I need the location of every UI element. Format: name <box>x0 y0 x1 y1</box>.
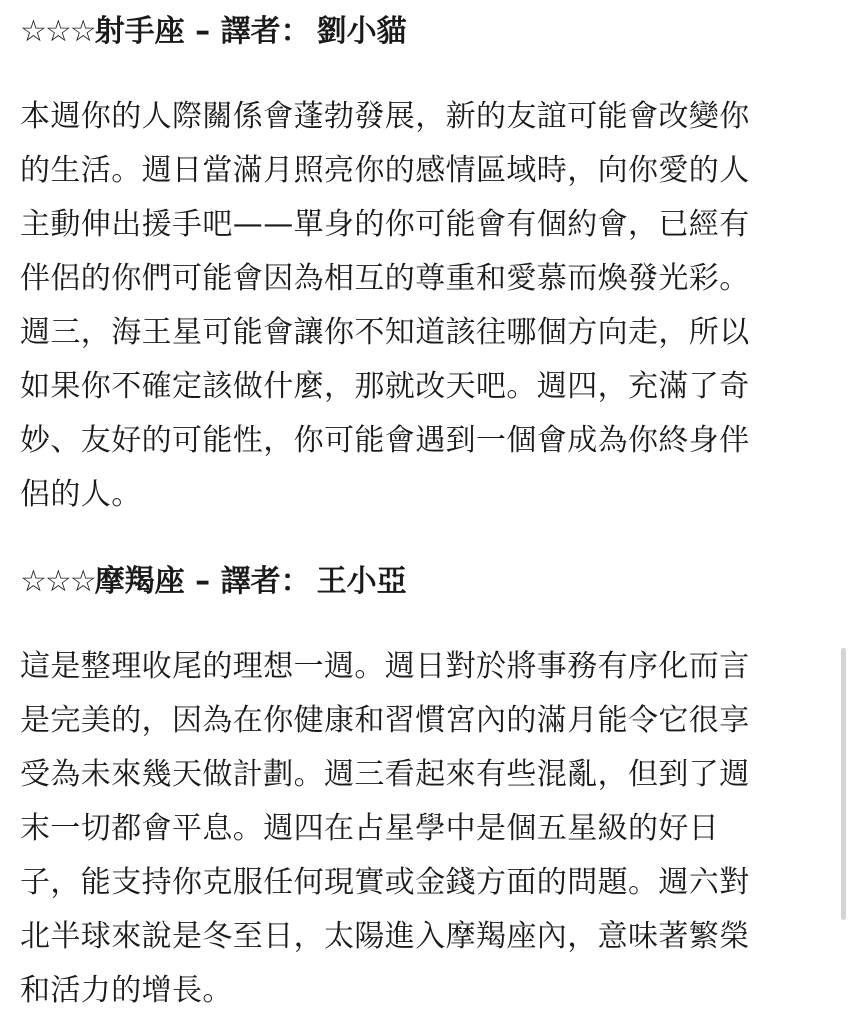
body-line: 末一切都會平息。週四在占星學中是個五星級的好日 <box>20 811 720 846</box>
body-line: 主動伸出援手吧——單身的你可能會有個約會，已經有 <box>20 207 750 242</box>
section-heading-capricorn <box>20 562 407 602</box>
body-line: 和活力的增長。 <box>20 973 233 1008</box>
sign-name: 射手座 <box>94 14 185 49</box>
translator-name: 劉小貓 <box>316 14 407 49</box>
sign-name: 摩羯座 <box>94 564 185 599</box>
body-line: 是完美的，因為在你健康和習慣宮內的滿月能令它很享 <box>20 703 750 738</box>
body-line: 侶的人。 <box>20 477 142 512</box>
body-line: 本週你的人際關係會蓬勃發展，新的友誼可能會改變你 <box>20 99 750 134</box>
body-line: 子，能支持你克服任何現實或金錢方面的問題。週六對 <box>20 865 750 900</box>
section-heading-sagittarius <box>20 12 407 52</box>
rating-stars: ☆☆☆ <box>20 14 95 49</box>
body-line: 受為未來幾天做計劃。週三看起來有些混亂，但到了週 <box>20 757 750 792</box>
section-body-sagittarius <box>20 90 832 522</box>
body-line: 這是整理收尾的理想一週。週日對於將事務有序化而言 <box>20 649 750 684</box>
body-line: 的生活。週日當滿月照亮你的感情區域時，向你愛的人 <box>20 153 750 188</box>
body-line: 伴侶的你們可能會因為相互的尊重和愛慕而煥發光彩。 <box>20 261 750 296</box>
scrollbar-thumb[interactable] <box>841 648 846 920</box>
body-line: 妙、友好的可能性，你可能會遇到一個會成為你終身伴 <box>20 423 750 458</box>
body-line: 北半球來說是冬至日，太陽進入摩羯座內，意味著繁榮 <box>20 919 750 954</box>
section-body-capricorn <box>20 640 832 1018</box>
translator-name: 王小亞 <box>316 564 407 599</box>
body-line: 週三，海王星可能會讓你不知道該往哪個方向走，所以 <box>20 315 750 350</box>
translator-label: 譯者： <box>220 14 311 49</box>
body-line: 如果你不確定該做什麼，那就改天吧。週四，充滿了奇 <box>20 369 750 404</box>
separator: – <box>184 564 221 599</box>
translator-label: 譯者： <box>220 564 311 599</box>
separator: – <box>184 14 221 49</box>
rating-stars: ☆☆☆ <box>20 564 95 599</box>
